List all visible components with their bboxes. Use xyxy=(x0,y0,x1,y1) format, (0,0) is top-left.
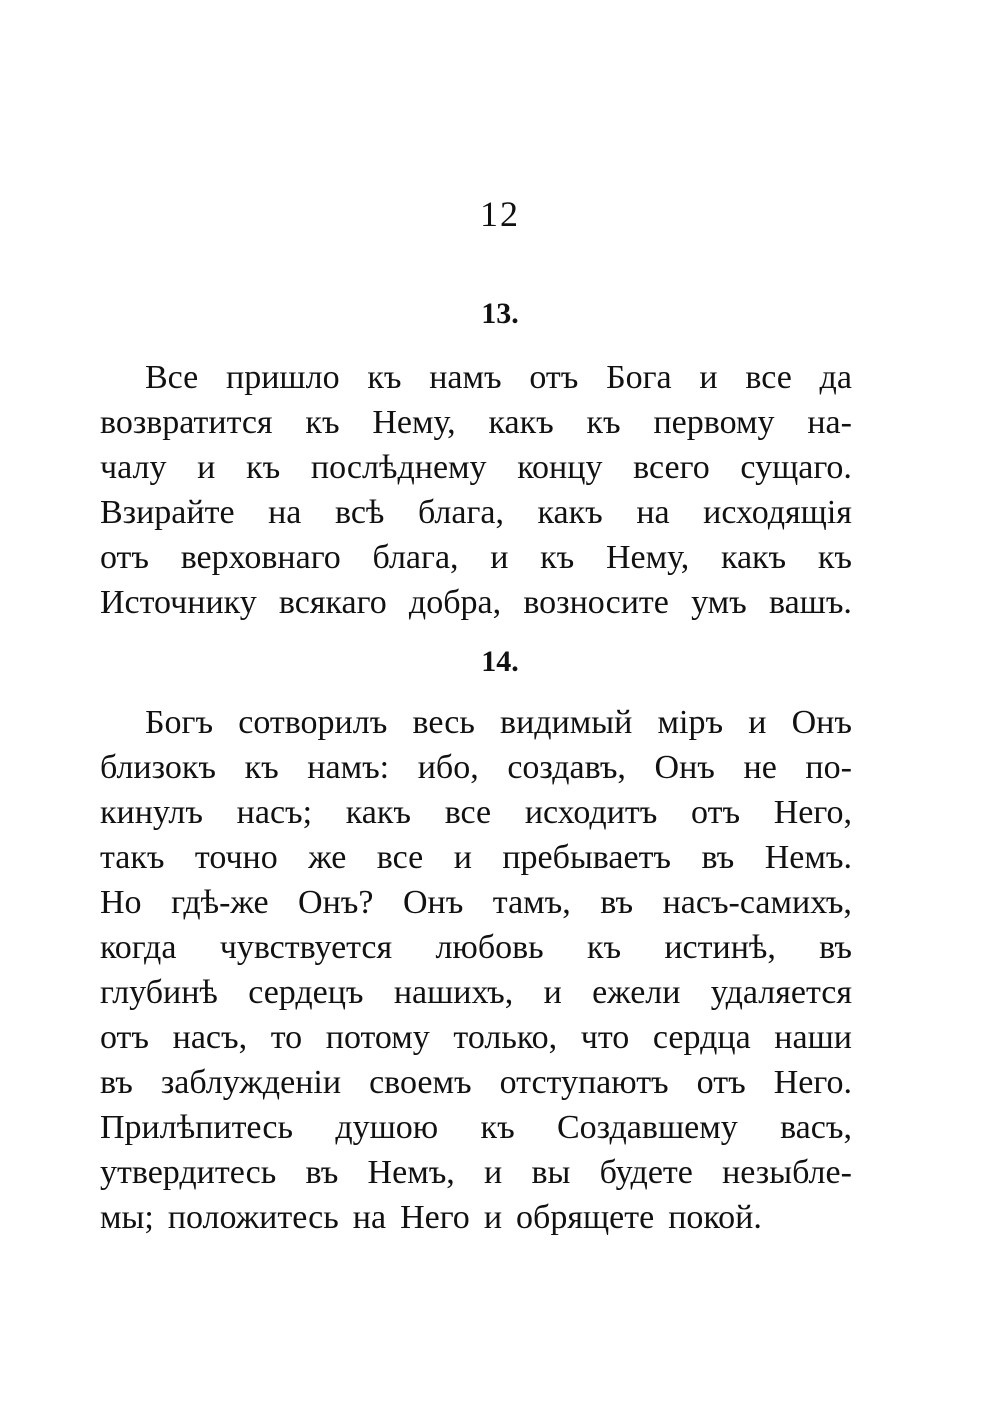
text-line: возвратится къ Нему, какъ къ первому на- xyxy=(100,404,852,441)
text-line: отъ верховнаго блага, и къ Нему, какъ къ xyxy=(100,539,852,576)
text-line: Прилѣпитесь душою къ Создавшему васъ, xyxy=(100,1109,852,1146)
text-line: отъ насъ, то потому только, что сердца наши xyxy=(100,1019,852,1056)
text-line: мы; положитесь на Него и обрящете покой. xyxy=(100,1199,762,1236)
text-line: когда чувствуется любовь къ истинѣ, въ xyxy=(100,929,852,966)
section-heading-14: 14. xyxy=(481,645,519,678)
text-line: въ заблужденіи своемъ отступаютъ отъ Него. xyxy=(100,1064,852,1101)
section-13-text xyxy=(100,355,852,625)
text-line: Источнику всякаго добра, возносите умъ вашъ. xyxy=(100,584,852,621)
text-line: кинулъ насъ; какъ все исходитъ отъ Него, xyxy=(100,794,852,831)
section-heading-13: 13. xyxy=(481,297,519,330)
text-line: глубинѣ сердецъ нашихъ, и ежели удаляется xyxy=(100,974,852,1011)
page-number: 12 xyxy=(480,194,520,234)
text-line: Все пришло къ намъ отъ Бога и все да xyxy=(145,359,852,396)
text-line: Но гдѣ-же Онъ? Онъ тамъ, въ насъ-самихъ, xyxy=(100,884,852,921)
text-line: утвердитесь въ Немъ, и вы будете незыбле- xyxy=(100,1154,852,1191)
text-line: Богъ сотворилъ весь видимый міръ и Онъ xyxy=(145,704,852,741)
text-line: такъ точно же все и пребываетъ въ Немъ. xyxy=(100,839,852,876)
text-line: близокъ къ намъ: ибо, создавъ, Онъ не по- xyxy=(100,749,852,786)
text-line: Взирайте на всѣ блага, какъ на исходящія xyxy=(100,494,852,531)
section-14-text xyxy=(100,700,852,1240)
text-line: чалу и къ послѣднему концу всего сущаго. xyxy=(100,449,852,486)
